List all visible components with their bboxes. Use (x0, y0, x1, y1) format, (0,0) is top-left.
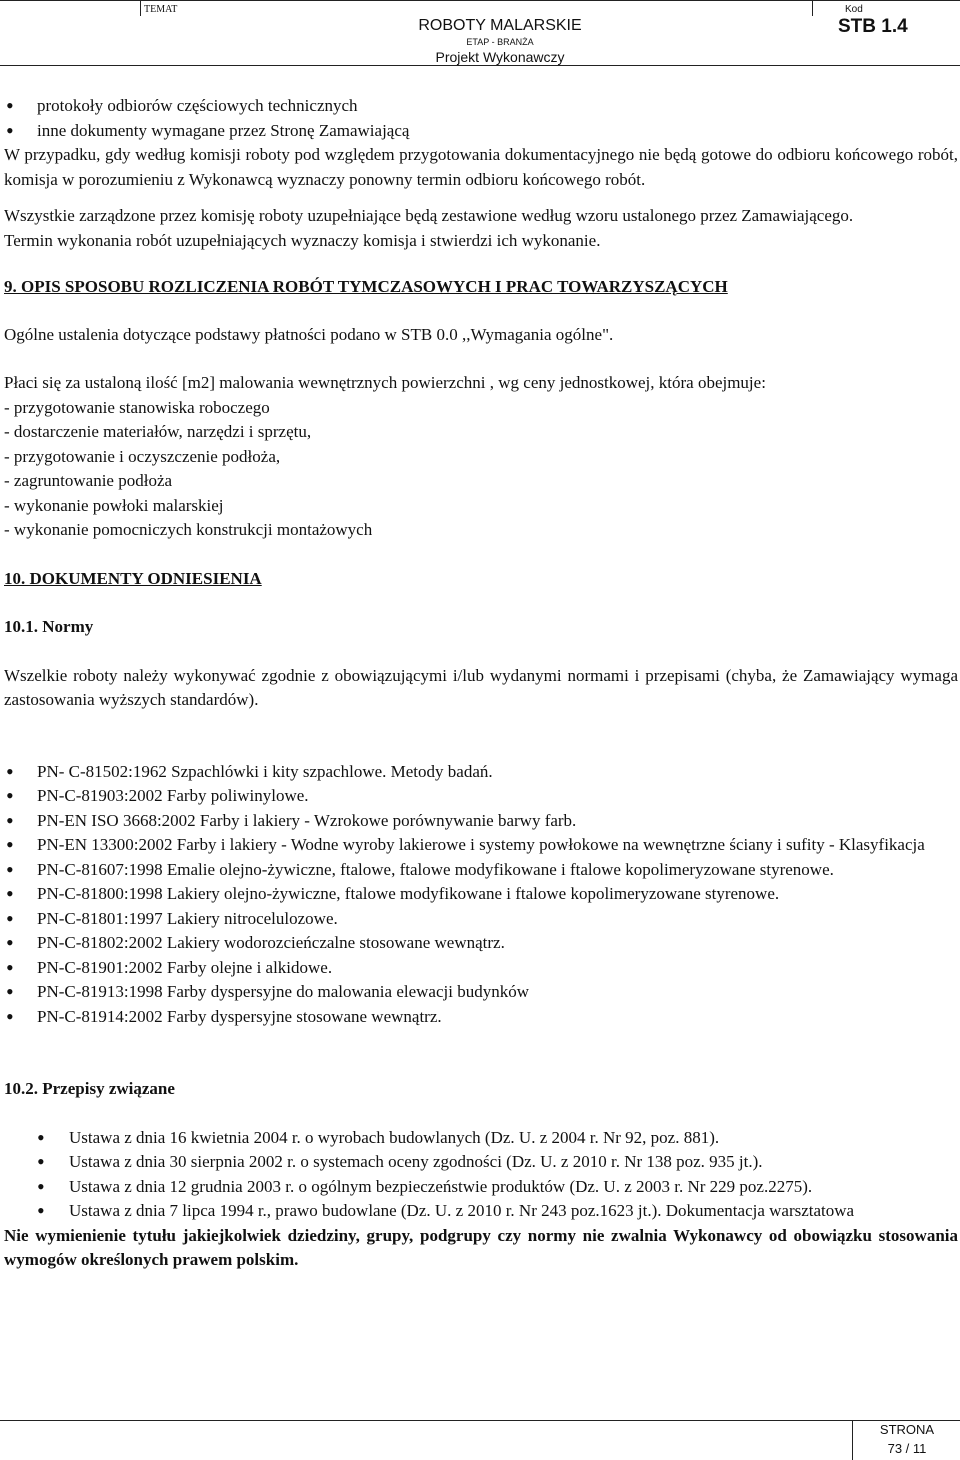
intro-bullet-list (4, 94, 958, 143)
paragraph: W przypadku, gdy według komisji roboty pod względem przygotowania dokumentacyjnego nie będą gotowe do odbioru końcowego robót, komisja w porozumieniu z Wykonawcą wyznaczy ponowny termin odbioru końcowego robót. (4, 145, 958, 189)
list-item: - zagruntowanie podłoża (4, 471, 173, 490)
list-item: - przygotowanie i oczyszczenie podłoża, (4, 446, 281, 466)
list-item: • PN-C-81607:1998 Emalie olejno-żywiczne, ftalowe, ftalowe modyfikowane i ftalowe kopolimeryzowane styrenowe. (4, 858, 958, 883)
list-item: - przygotowanie stanowiska roboczego (4, 397, 270, 417)
paragraph: Wszystkie zarządzone przez komisję roboty uzupełniające będą zestawione według wzoru ustalonego przez Zamawiającego. (4, 206, 854, 225)
list-item: • Ustawa z dnia 7 lipca 1994 r., prawo budowlane (Dz. U. z 2010 r. Nr 243 poz.1623 jt.). Dokumentacja warsztatowa (4, 1199, 958, 1224)
page-header (0, 0, 960, 66)
list-item: • PN-C-81901:2002 Farby olejne i alkidowe. (4, 956, 958, 981)
pay-items-list (4, 396, 958, 543)
list-item: • Ustawa z dnia 12 grudnia 2003 r. o ogólnym bezpieczeństwie produktów (Dz. U. z 2003 r. Nr 229 poz.2275). (4, 1175, 958, 1200)
list-item: • PN- C-81502:1962 Szpachlówki i kity szpachlowe. Metody badań. (4, 760, 958, 785)
list-item: • PN-C-81903:2002 Farby poliwinylowe. (4, 784, 958, 809)
page-footer (0, 1420, 960, 1460)
list-item: - wykonanie powłoki malarskiej (4, 495, 224, 515)
list-item: • Ustawa z dnia 30 sierpnia 2002 r. o systemach oceny zgodności (Dz. U. z 2010 r. Nr 138 poz. 935 jt.). (4, 1150, 958, 1175)
paragraph: Płaci się za ustaloną ilość [m2] malowania wewnętrznych powierzchni , wg ceny jednostkowej, która obejmuje: (4, 373, 766, 392)
page-number: 73 / 11 (887, 1441, 927, 1456)
list-item: • protokoły odbiorów częściowych technicznych (4, 94, 958, 119)
section-10-1-heading: 10.1. Normy (4, 617, 94, 636)
kod-label: Kod (845, 4, 863, 15)
list-item: • PN-C-81800:1998 Lakiery olejno-żywiczne, ftalowe modyfikowane i ftalowe kopolimeryzowane styrenowe. (4, 882, 958, 907)
list-item: • PN-EN ISO 3668:2002 Farby i lakiery - Wzrokowe porównywanie barwy farb. (4, 809, 958, 834)
section-9-heading: 9. OPIS SPOSOBU ROZLICZENIA ROBÓT TYMCZASOWYCH I PRAC TOWARZYSZĄCYCH (4, 277, 728, 296)
document-title: ROBOTY MALARSKIE (418, 17, 582, 34)
list-item: • PN-C-81914:2002 Farby dyspersyjne stosowane wewnątrz. (4, 1005, 958, 1030)
strona-label: STRONA (879, 1422, 935, 1437)
paragraph: Wszelkie roboty należy wykonywać zgodnie z obowiązującymi i/lub wydanymi normami i przepisami (chyba, że Zamawiający wymaga zastosowania wyższych standardów). (4, 665, 958, 709)
list-item: • PN-C-81801:1997 Lakiery nitrocelulozowe. (4, 907, 958, 932)
list-item: - dostarczenie materiałów, narzędzi i sprzętu, (4, 422, 312, 441)
list-item: • Ustawa z dnia 16 kwietnia 2004 r. o wyrobach budowlanych (Dz. U. z 2004 r. Nr 92, poz. 881). (4, 1126, 958, 1151)
temat-label: TEMAT (144, 4, 178, 15)
list-item: • inne dokumenty wymagane przez Stronę Zamawiającą (4, 119, 958, 144)
paragraph: Termin wykonania robót uzupełniających wyznaczy komisja i stwierdzi ich wykonanie. (4, 230, 601, 250)
list-item: • PN-C-81802:2002 Lakiery wodorozcieńczalne stosowane wewnątrz. (4, 931, 958, 956)
section-10-heading: 10. DOKUMENTY ODNIESIENIA (4, 568, 262, 588)
document-body (4, 94, 958, 1273)
etap-label: ETAP - BRANŻA (466, 37, 534, 47)
norms-list (4, 760, 958, 1030)
list-item: • PN-EN 13300:2002 Farby i lakiery - Wodne wyroby lakierowe i systemy powłokowe na wewnętrzne ściany i sufity - Klasyfikacja (4, 833, 958, 858)
paragraph: Ogólne ustalenia dotyczące podstawy płatności podano w STB 0.0 ,,Wymagania ogólne". (4, 324, 614, 344)
list-item: • PN-C-81913:1998 Farby dyspersyjne do malowania elewacji budynków (4, 980, 958, 1005)
regulations-list (4, 1126, 958, 1224)
closing-statement: Nie wymienienie tytułu jakiejkolwiek dziedziny, grupy, podgrupy czy normy nie zwalnia Wykonawcy od obowiązku stosowania wymogów określonych prawem polskim. (4, 1225, 958, 1269)
section-10-2-heading: 10.2. Przepisy związane (4, 1079, 175, 1098)
project-label: Projekt Wykonawczy (435, 49, 565, 65)
document-code: STB 1.4 (838, 16, 908, 37)
list-item: - wykonanie pomocniczych konstrukcji montażowych (4, 520, 373, 539)
